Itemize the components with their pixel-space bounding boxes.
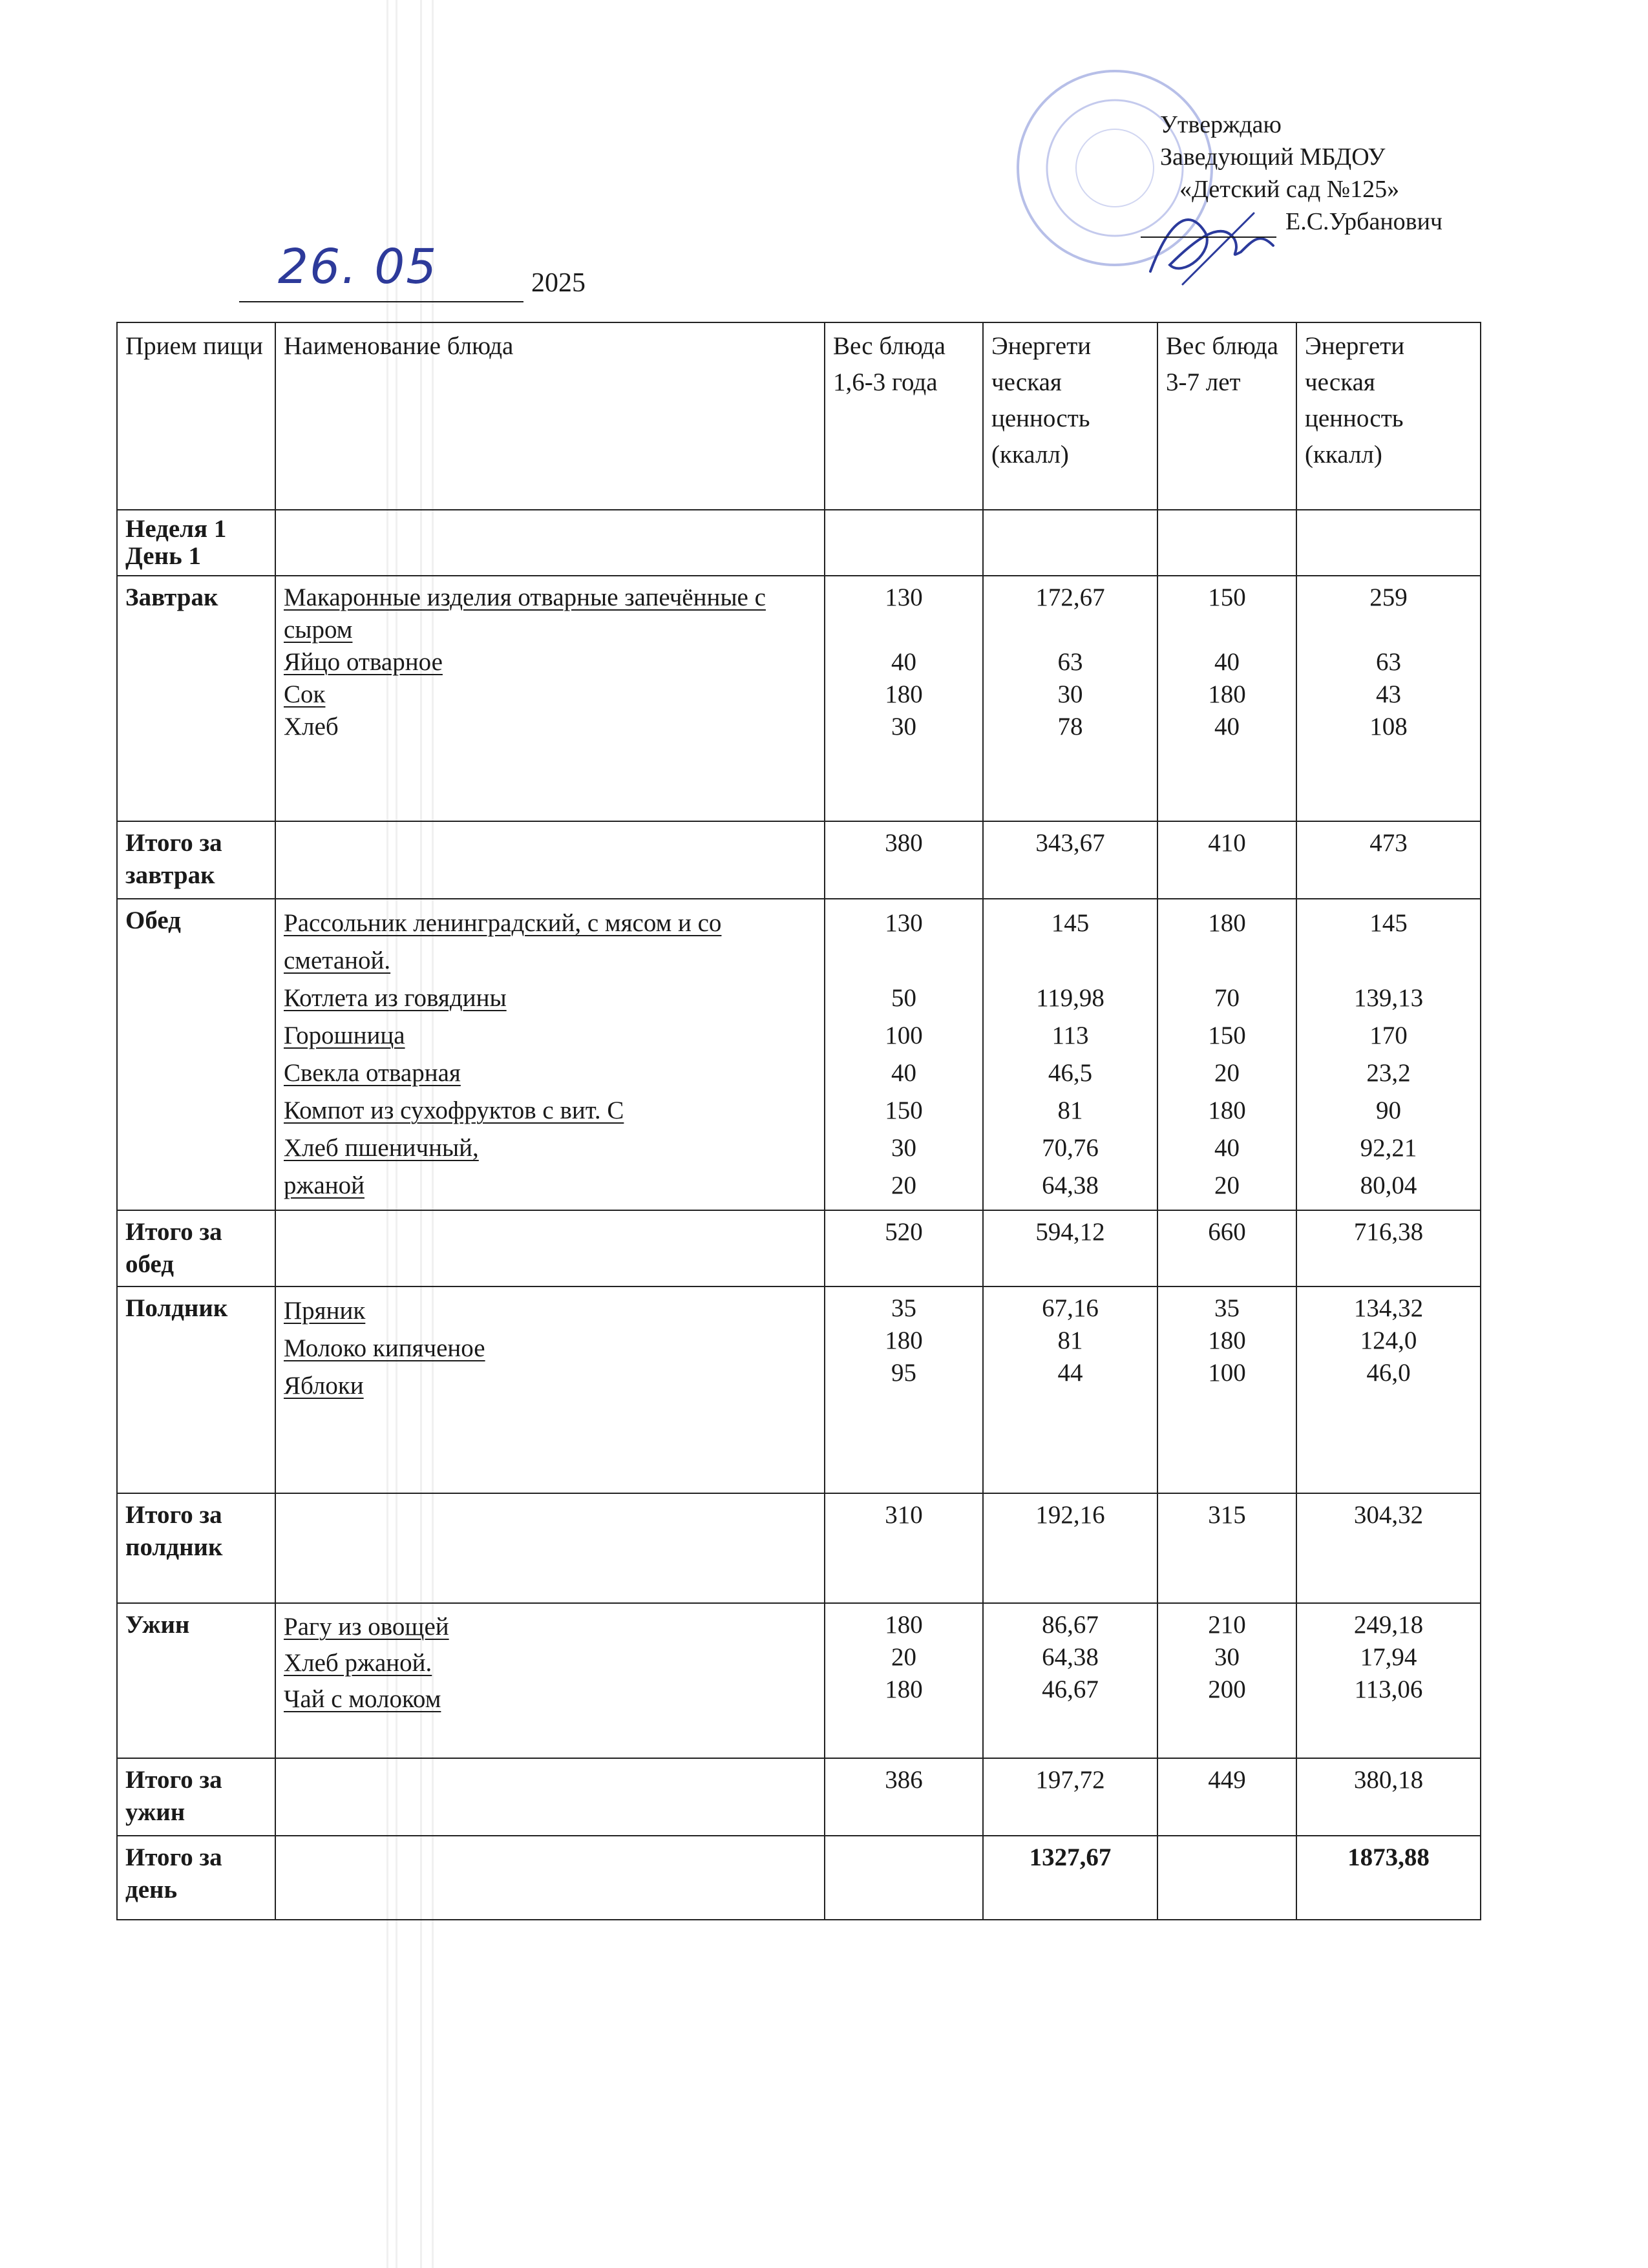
cell-value: 81 [1057,1097,1083,1124]
cell-value: 100 [1208,1359,1246,1387]
snack-total-energy-young: 192,16 [983,1493,1157,1603]
dinner-total-label: Итого за ужин [117,1758,275,1836]
approval-organization: «Детский сад №125» [1179,176,1400,203]
cell-value: 50 [891,984,916,1012]
cell-value: 145 [1369,909,1408,937]
lunch-energy-young [983,899,1157,1210]
header-energy-young: Энергети ческая ценность (ккалл) [983,322,1157,510]
cell-value: 180 [1208,680,1246,708]
cell-value: 81 [1057,1327,1083,1354]
cell-value: 40 [891,648,916,676]
date-year: 2025 [531,268,586,298]
dinner-energy-old [1296,1603,1481,1758]
cell-value: 130 [885,583,923,611]
cell-value: 20 [1214,1171,1240,1199]
cell-value: 40 [1214,1134,1240,1162]
cell-value: 40 [891,1059,916,1087]
cell-value: 180 [885,680,923,708]
cell-value: 150 [1208,1022,1246,1049]
signature-line [1141,217,1276,238]
dinner-total-weight-young: 386 [825,1758,983,1836]
cell-value: 70,76 [1042,1134,1099,1162]
lunch-weight-young [825,899,983,1210]
cell-value: 30 [891,713,916,740]
lunch-dishes [275,899,825,1210]
cell-value: 172,67 [1035,583,1105,611]
dinner-dishes [275,1603,825,1758]
table-row [117,821,1481,899]
lunch-energy-old [1296,899,1481,1210]
cell-value: 30 [891,1134,916,1162]
cell-value: 108 [1369,713,1408,740]
header-weight-old: Вес блюда 3-7 лет [1157,322,1296,510]
cell-value: 139,13 [1353,984,1424,1012]
snack-energy-old [1296,1286,1481,1493]
snack-total-energy-old: 304,32 [1296,1493,1481,1603]
list-item: Свекла отварная [284,1059,461,1087]
approval-block [1160,109,1442,238]
cell-value: 180 [885,1327,923,1354]
cell-value: 46,67 [1042,1675,1099,1703]
cell-value: 180 [1208,909,1246,937]
day-total-energy-young: 1327,67 [983,1836,1157,1920]
meal-lunch: Обед [117,899,275,1210]
approval-signer: Е.С.Урбанович [1285,208,1443,235]
list-item: Молоко кипяченое [284,1334,485,1362]
cell-value: 64,38 [1042,1643,1099,1671]
week-day-label: Неделя 1 День 1 [117,510,275,576]
cell-value: 46,0 [1366,1359,1411,1387]
cell-value: 40 [1214,648,1240,676]
meal-snack: Полдник [117,1286,275,1493]
snack-total-label: Итого за полдник [117,1493,275,1603]
dinner-weight-young [825,1603,983,1758]
breakfast-weight-young [825,576,983,821]
cell-value: 80,04 [1360,1171,1417,1199]
cell-value: 259 [1369,583,1408,611]
cell-value: 64,38 [1042,1171,1099,1199]
cell-value: 23,2 [1366,1059,1411,1087]
list-item: Горошница [284,1022,405,1049]
list-item: Сок [284,680,326,708]
breakfast-weight-old [1157,576,1296,821]
breakfast-energy-young [983,576,1157,821]
snack-total-weight-young: 310 [825,1493,983,1603]
list-item: Рассольник ленинградский, с мясом и со сметаной. [284,909,722,974]
cell-value: 170 [1369,1022,1408,1049]
cell-value: 100 [885,1022,923,1049]
cell-value: 180 [1208,1097,1246,1124]
list-item: Пряник [284,1297,366,1325]
cell-value: 67,16 [1042,1294,1099,1322]
list-item: Котлета из говядины [284,984,507,1012]
handwritten-date: 26. 05 [278,239,438,295]
cell-value: 46,5 [1048,1059,1093,1087]
cell-value: 92,21 [1360,1134,1417,1162]
cell-value: 113,06 [1354,1675,1423,1703]
cell-value: 70 [1214,984,1240,1012]
day-total-energy-old: 1873,88 [1296,1836,1481,1920]
cell-value: 200 [1208,1675,1246,1703]
dinner-total-energy-old: 380,18 [1296,1758,1481,1836]
table-row [117,1210,1481,1286]
day-total-label: Итого за день [117,1836,275,1920]
table-header-row [117,322,1481,510]
breakfast-dishes [275,576,825,821]
approval-title: Утверждаю [1160,111,1282,138]
cell-value: 95 [891,1359,916,1387]
document-date [239,239,627,304]
header-weight-young: Вес блюда 1,6-3 года [825,322,983,510]
cell-value: 78 [1057,713,1083,740]
cell-value: 35 [891,1294,916,1322]
cell-value: 63 [1057,648,1083,676]
cell-value: 17,94 [1360,1643,1417,1671]
cell-value: 30 [1214,1643,1240,1671]
dinner-weight-old [1157,1603,1296,1758]
cell-value: 30 [1057,680,1083,708]
list-item: Хлеб пшеничный, [284,1134,479,1162]
snack-energy-young [983,1286,1157,1493]
cell-value: 180 [885,1675,923,1703]
list-item: Хлеб ржаной. [284,1649,432,1677]
table-row [117,510,1481,576]
table-row [117,1493,1481,1603]
approval-position: Заведующий МБДОУ [1160,143,1386,171]
cell-value: 113 [1051,1022,1089,1049]
list-item: Чай с молоком [284,1685,441,1713]
table-row [117,899,1481,1210]
table-row [117,576,1481,821]
breakfast-energy-old [1296,576,1481,821]
meal-breakfast: Завтрак [117,576,275,821]
cell-value: 90 [1376,1097,1401,1124]
lunch-total-label: Итого за обед [117,1210,275,1286]
list-item: Яблоки [284,1372,364,1400]
header-meal: Прием пищи [117,322,275,510]
snack-weight-old [1157,1286,1296,1493]
cell-value: 20 [1214,1059,1240,1087]
lunch-total-weight-old: 660 [1157,1210,1296,1286]
table-row [117,1758,1481,1836]
dinner-total-energy-young: 197,72 [983,1758,1157,1836]
cell-value: 20 [891,1643,916,1671]
table-row [117,1603,1481,1758]
cell-value: 150 [885,1097,923,1124]
cell-value: 86,67 [1042,1611,1099,1639]
snack-dishes [275,1286,825,1493]
breakfast-total-weight-old: 410 [1157,821,1296,899]
snack-weight-young [825,1286,983,1493]
cell-value: 20 [891,1171,916,1199]
cell-value: 249,18 [1353,1611,1424,1639]
lunch-weight-old [1157,899,1296,1210]
snack-total-weight-old: 315 [1157,1493,1296,1603]
breakfast-total-weight-young: 380 [825,821,983,899]
meal-dinner: Ужин [117,1603,275,1758]
dinner-total-weight-old: 449 [1157,1758,1296,1836]
cell-value: 210 [1208,1611,1246,1639]
table-row [117,1286,1481,1493]
cell-value: 134,32 [1353,1294,1424,1322]
menu-table [116,322,1481,1920]
cell-value: 44 [1057,1359,1083,1387]
list-item: Яйцо отварное [284,648,443,676]
table-row [117,1836,1481,1920]
cell-value: 180 [1208,1327,1246,1354]
cell-value: 180 [885,1611,923,1639]
date-underline [239,301,523,302]
list-item: Макаронные изделия отварные запечённые с сыром [284,583,766,644]
cell-value: 150 [1208,583,1246,611]
list-item: Рагу из овощей [284,1613,449,1641]
lunch-total-energy-young: 594,12 [983,1210,1157,1286]
cell-value: 63 [1376,648,1401,676]
cell-value: 130 [885,909,923,937]
lunch-total-weight-young: 520 [825,1210,983,1286]
cell-value: 124,0 [1360,1327,1417,1354]
list-item: Компот из сухофруктов с вит. С [284,1097,624,1124]
cell-value: 40 [1214,713,1240,740]
cell-value: 145 [1051,909,1090,937]
cell-value: 35 [1214,1294,1240,1322]
dinner-energy-young [983,1603,1157,1758]
header-energy-old: Энергети ческая ценность (ккалл) [1296,322,1481,510]
cell-value: 43 [1376,680,1401,708]
header-dish: Наименование блюда [275,322,825,510]
list-item: Хлеб [284,713,339,740]
list-item: ржаной [284,1171,364,1199]
cell-value: 119,98 [1036,984,1104,1012]
breakfast-total-label: Итого за завтрак [117,821,275,899]
breakfast-total-energy-old: 473 [1296,821,1481,899]
lunch-total-energy-old: 716,38 [1296,1210,1481,1286]
breakfast-total-energy-young: 343,67 [983,821,1157,899]
